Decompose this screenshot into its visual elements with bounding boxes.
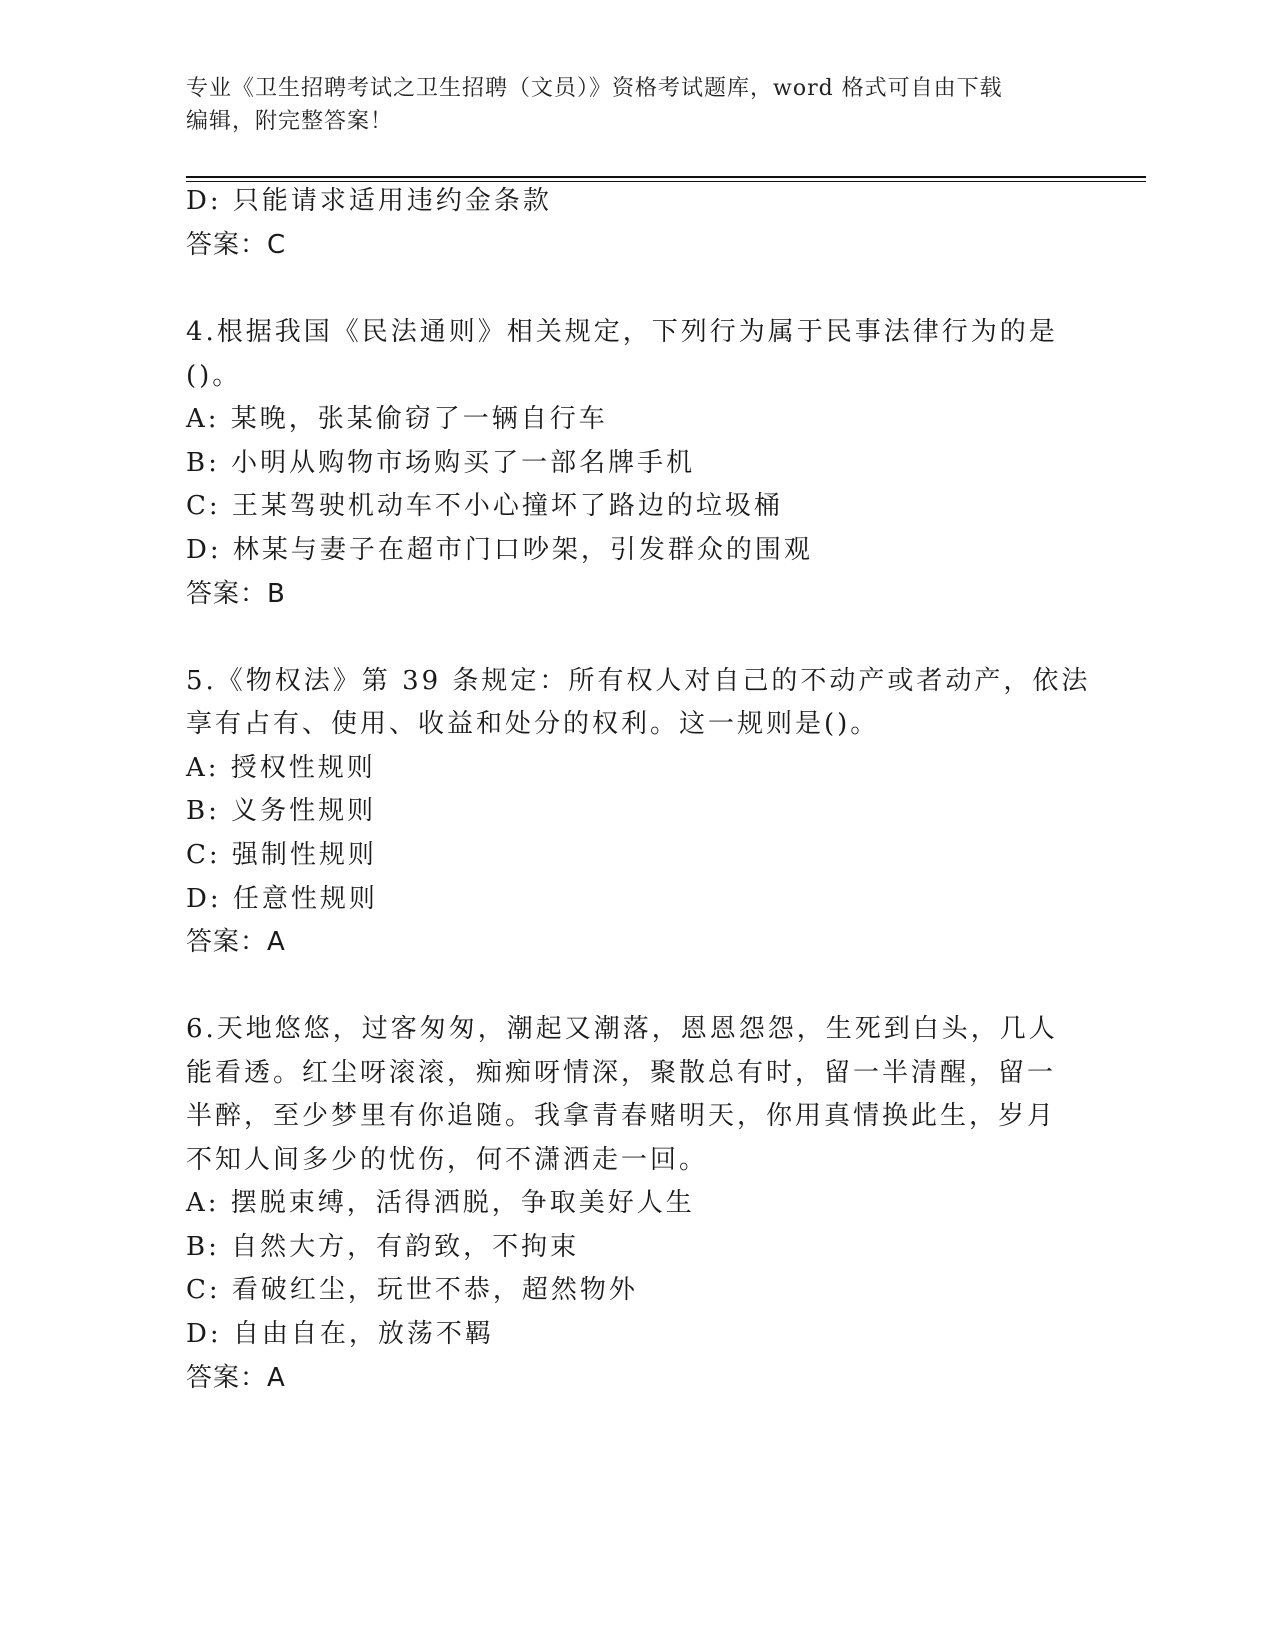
q5-stem-line-1: 5.《物权法》第 39 条规定：所有权人对自己的不动产或者动产，依法: [186, 666, 1091, 696]
q5-option-b: B: 义务性规则: [186, 796, 377, 826]
header-line-1: 专业《卫生招聘考试之卫生招聘（文员）》资格考试题库，word 格式可自由下载: [186, 76, 1003, 101]
q4-option-b: B: 小明从购物市场购买了一部名牌手机: [186, 448, 696, 478]
header-line-2: 编辑，附完整答案！: [186, 109, 394, 134]
q5-option-d: D: 任意性规则: [186, 884, 378, 914]
q6-stem-line-4: 不知人间多少的忧伤，何不潇洒走一回。: [186, 1145, 709, 1175]
q5-option-a: A: 授权性规则: [186, 753, 376, 783]
document-header: [186, 72, 1066, 138]
q5-stem-line-2: 享有占有、使用、收益和处分的权利。这一规则是()。: [186, 709, 880, 739]
prev-question-answer: 答案：C: [186, 230, 287, 260]
q6-stem-line-1: 6.天地悠悠，过客匆匆，潮起又潮落，恩恩怨怨，生死到白头，几人: [186, 1014, 1058, 1044]
q4-option-a: A: 某晚，张某偷窃了一辆自行车: [186, 404, 608, 434]
q6-option-a: A: 摆脱束缚，活得洒脱，争取美好人生: [186, 1188, 695, 1218]
prev-question-option-d: D: 只能请求适用违约金条款: [186, 186, 552, 216]
q6-stem-line-3: 半醉，至少梦里有你追随。我拿青春赌明天，你用真情换此生，岁月: [186, 1101, 1057, 1131]
q5-answer: 答案：A: [186, 927, 286, 957]
q5-option-c: C: 强制性规则: [186, 840, 377, 870]
q6-option-b: B: 自然大方，有韵致，不拘束: [186, 1232, 580, 1262]
q6-stem-line-2: 能看透。红尘呀滚滚，痴痴呀情深，聚散总有时，留一半清醒，留一: [186, 1058, 1057, 1088]
q6-option-c: C: 看破红尘，玩世不恭，超然物外: [186, 1275, 638, 1305]
q4-option-d: D: 林某与妻子在超市门口吵架，引发群众的围观: [186, 535, 813, 565]
q4-stem-line-1: 4.根据我国《民法通则》相关规定，下列行为属于民事法律行为的是: [186, 317, 1058, 347]
q6-answer: 答案：A: [186, 1363, 286, 1393]
q4-answer: 答案：B: [186, 579, 286, 609]
q4-option-c: C: 王某驾驶机动车不小心撞坏了路边的垃圾桶: [186, 491, 783, 521]
q6-option-d: D: 自由自在，放荡不羁: [186, 1319, 494, 1349]
q4-stem-line-2: ()。: [186, 361, 242, 391]
header-rule-thick: [186, 176, 1146, 178]
header-rule-thin: [186, 181, 1146, 182]
